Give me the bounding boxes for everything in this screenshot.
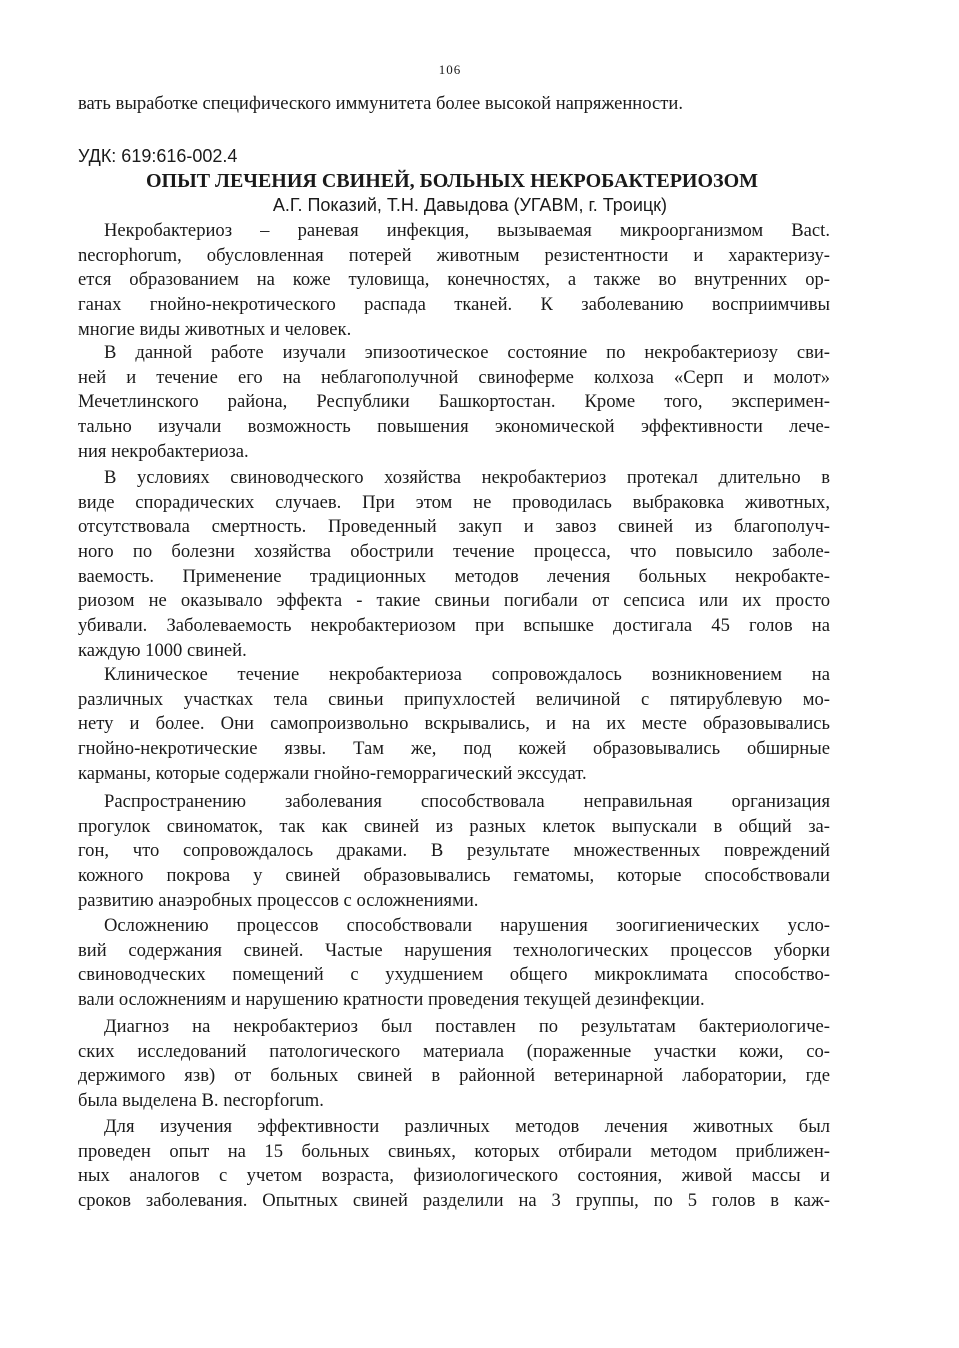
paragraph-line: Диагноз на некробактериоз был поставлен по результатам бактериологиче- — [104, 1016, 830, 1037]
paragraph-line: проведен опыт на 15 больных свиньях, которых отбирали методом приближен- — [78, 1140, 830, 1162]
paragraph-line: ских исследований патологического материала (пораженные участки кожи, со- — [78, 1040, 830, 1062]
paragraph-line: убивали. Заболеваемость некробактериозом при вспышке достигала 45 голов на — [78, 615, 830, 637]
paragraph-3 — [78, 466, 830, 664]
paragraph-line: вали осложнениям и нарушению кратности проведения текущей дезинфекции. — [78, 989, 705, 1011]
paragraph-5 — [78, 790, 830, 913]
paragraph-line: В данной работе изучали эпизоотическое состояние по некробактериозу сви- — [104, 342, 830, 363]
paragraph-4 — [78, 663, 830, 786]
paragraph-line: ваемость. Применение традиционных методов лечения больных некробакте- — [78, 565, 830, 587]
paragraph-line: отсутствовала смертность. Проведенный закуп и завоз свиней из благополуч- — [78, 516, 830, 538]
paragraph-7 — [78, 1015, 830, 1114]
article-authors: А.Г. Показий, Т.Н. Давыдова (УГАВМ, г. Троицк) — [272, 195, 668, 215]
paragraph-line: тально изучали возможность повышения экономической эффективности лече- — [78, 416, 830, 438]
paragraph-line: нету и более. Они самопроизвольно вскрывались, и на их месте образовывались — [78, 713, 830, 735]
article-title: ОПЫТ ЛЕЧЕНИЯ СВИНЕЙ, БОЛЬНЫХ НЕКРОБАКТЕРИОЗОМ — [145, 170, 759, 192]
carryover-line: вать выработке специфического иммунитета более высокой напряженности. — [78, 93, 683, 114]
paragraph-line: Осложнению процессов способствовали нарушения зоогигиенических усло- — [104, 915, 830, 936]
paragraph-line: карманы, которые содержали гнойно-геморрагический экссудат. — [78, 762, 587, 784]
paragraph-line: гон, что сопровождалось драками. В результате множественных повреждений — [78, 840, 830, 862]
paragraph-line: держимого язв) от больных свиней в районной ветеринарной лаборатории, где — [78, 1065, 830, 1087]
paragraph-line: сроков заболевания. Опытных свиней разделили на 3 группы, по 5 голов в каж- — [78, 1190, 830, 1212]
paragraph-line: кожного покрова у свиней образовывались гематомы, которые способствовали — [78, 865, 830, 887]
paragraph-line: риозом не оказывало эффекта - такие свиньи погибали от сепсиса или их просто — [78, 590, 830, 612]
paragraph-6 — [78, 914, 830, 1013]
paragraph-line: Мечетлинского района, Республики Башкортостан. Кроме того, эксперимен- — [78, 391, 830, 413]
paragraph-line: Клиническое течение некробактериоза сопровождалось возникновением на — [104, 664, 830, 685]
paragraph-line: виде спорадических случаев. При этом не проводилась выбраковка животных, — [78, 491, 830, 513]
paragraph-line: свиноводческих помещений с ухудшением общего микроклимата способство- — [78, 964, 830, 986]
paragraph-line: Некробактериоз – раневая инфекция, вызываемая микроорганизмом Bact. — [104, 220, 830, 241]
paragraph-line: Распространению заболевания способствовала неправильная организация — [104, 791, 830, 812]
paragraph-2 — [78, 341, 830, 464]
paragraph-line: necrophorum, обусловленная потерей животным резистентности и характеризу- — [78, 244, 830, 266]
paragraph-line: В условиях свиноводческого хозяйства некробактериоз протекал длительно в — [104, 467, 830, 488]
paragraph-8 — [78, 1115, 830, 1214]
paragraph-line: ется образованием на коже туловища, конечностях, а также во внутренних ор- — [78, 269, 830, 291]
paragraph-1 — [78, 219, 830, 342]
paragraph-line: ния некробактериоза. — [78, 440, 249, 462]
paragraph-line: развитию анаэробных процессов с осложнениями. — [78, 889, 479, 911]
page-number: 106 — [438, 62, 462, 77]
paragraph-line: каждую 1000 свиней. — [78, 639, 247, 661]
paragraph-line: гнойно-некротические язвы. Там же, под кожей образовывались обширные — [78, 738, 830, 760]
paragraph-line: была выделена B. necropforum. — [78, 1090, 324, 1112]
udk-code: УДК: 619:616-002.4 — [78, 146, 238, 166]
paragraph-line: Для изучения эффективности различных методов лечения животных был — [104, 1116, 830, 1137]
paragraph-line: многие виды животных и человек. — [78, 318, 352, 340]
paragraph-line: ганах гнойно-некротического распада тканей. К заболеванию восприимчивы — [78, 294, 830, 316]
paragraph-line: ных аналогов с учетом возраста, физиологического состояния, живой массы и — [78, 1165, 830, 1187]
paragraph-line: вий содержания свиней. Частые нарушения технологических процессов уборки — [78, 939, 830, 961]
paragraph-line: ного по болезни хозяйства обострили течение процесса, что повысило заболе- — [78, 541, 830, 563]
paragraph-line: прогулок свиноматок, так как свиней из разных клеток выпускали в общий за- — [78, 815, 830, 837]
paragraph-line: различных участках тела свиньи припухлостей величиной с пятирублевую мо- — [78, 688, 830, 710]
paragraph-line: ней и течение его на неблагополучной свиноферме колхоза «Серп и молот» — [78, 366, 830, 388]
